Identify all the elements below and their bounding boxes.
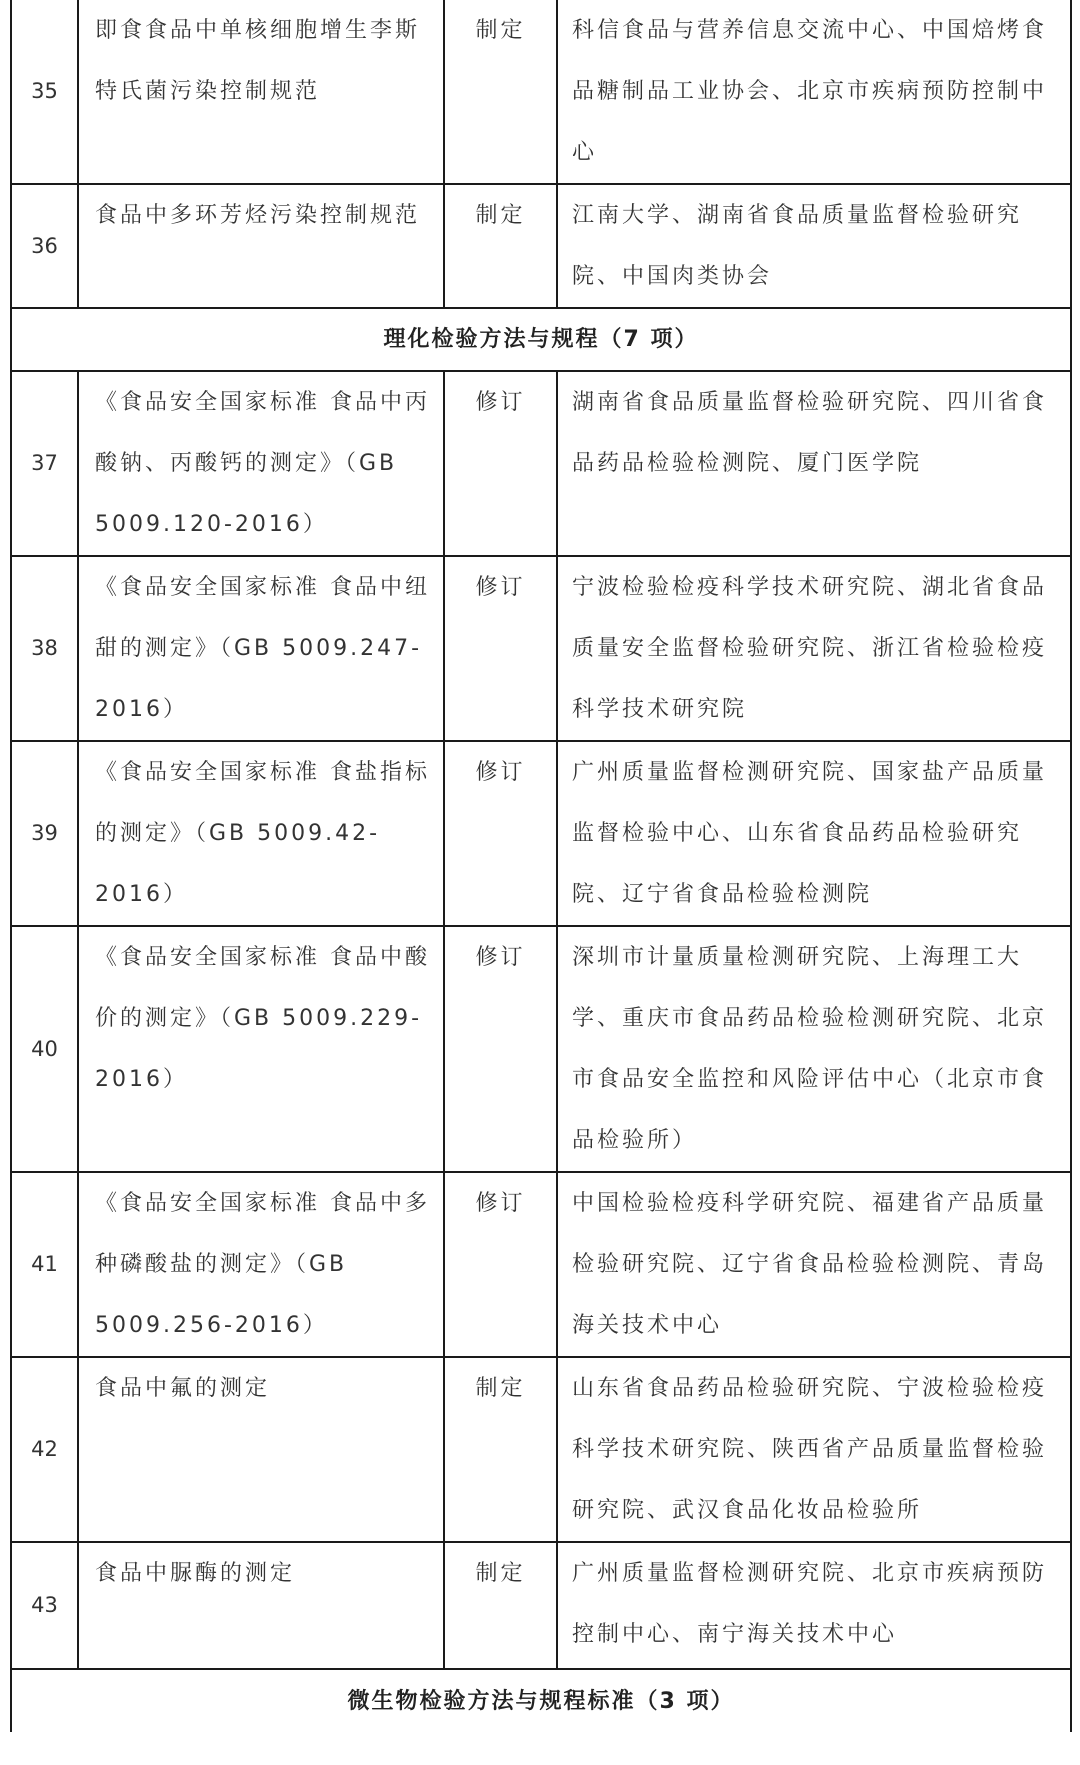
standards-table — [10, 0, 1072, 1732]
standard-name: 即食食品中单核细胞增生李斯特氏菌污染控制规范 — [78, 0, 444, 184]
standard-name: 《食品安全国家标准 食品中丙酸钠、丙酸钙的测定》（GB 5009.120-2016） — [78, 371, 444, 556]
section-header-row — [11, 308, 1071, 371]
table-row — [11, 1542, 1071, 1669]
table-row — [11, 926, 1071, 1172]
drafting-organizations: 科信食品与营养信息交流中心、中国焙烤食品糖制品工业协会、北京市疾病预防控制中心 — [557, 0, 1071, 184]
revision-type: 修订 — [444, 371, 557, 556]
row-number: 41 — [11, 1172, 78, 1357]
section-title-micro: 微生物检验方法与规程标准（3 项） — [11, 1669, 1071, 1732]
section-header-row — [11, 1669, 1071, 1732]
table-row — [11, 0, 1071, 184]
drafting-organizations: 广州质量监督检测研究院、国家盐产品质量监督检验中心、山东省食品药品检验研究院、辽宁省食品检验检测院 — [557, 741, 1071, 926]
row-number: 35 — [11, 0, 78, 184]
drafting-organizations: 江南大学、湖南省食品质量监督检验研究院、中国肉类协会 — [557, 184, 1071, 308]
drafting-organizations: 中国检验检疫科学研究院、福建省产品质量检验研究院、辽宁省食品检验检测院、青岛海关技术中心 — [557, 1172, 1071, 1357]
revision-type: 修订 — [444, 556, 557, 741]
table-row — [11, 184, 1071, 308]
table-row — [11, 371, 1071, 556]
standard-name: 《食品安全国家标准 食盐指标的测定》（GB 5009.42-2016） — [78, 741, 444, 926]
drafting-organizations: 深圳市计量质量检测研究院、上海理工大学、重庆市食品药品检验检测研究院、北京市食品安全监控和风险评估中心（北京市食品检验所） — [557, 926, 1071, 1172]
standard-name: 《食品安全国家标准 食品中多种磷酸盐的测定》（GB 5009.256-2016） — [78, 1172, 444, 1357]
revision-type: 修订 — [444, 926, 557, 1172]
table-row — [11, 1172, 1071, 1357]
row-number: 42 — [11, 1357, 78, 1542]
drafting-organizations: 山东省食品药品检验研究院、宁波检验检疫科学技术研究院、陕西省产品质量监督检验研究院、武汉食品化妆品检验所 — [557, 1357, 1071, 1542]
row-number: 43 — [11, 1542, 78, 1669]
section-title-physchem: 理化检验方法与规程（7 项） — [11, 308, 1071, 371]
standard-name: 食品中脲酶的测定 — [78, 1542, 444, 1669]
standard-name: 食品中多环芳烃污染控制规范 — [78, 184, 444, 308]
revision-type: 修订 — [444, 1172, 557, 1357]
table-row — [11, 1357, 1071, 1542]
row-number: 37 — [11, 371, 78, 556]
drafting-organizations: 广州质量监督检测研究院、北京市疾病预防控制中心、南宁海关技术中心 — [557, 1542, 1071, 1669]
standard-name: 《食品安全国家标准 食品中纽甜的测定》（GB 5009.247-2016） — [78, 556, 444, 741]
revision-type: 制定 — [444, 1357, 557, 1542]
revision-type: 制定 — [444, 1542, 557, 1669]
row-number: 39 — [11, 741, 78, 926]
drafting-organizations: 湖南省食品质量监督检验研究院、四川省食品药品检验检测院、厦门医学院 — [557, 371, 1071, 556]
row-number: 36 — [11, 184, 78, 308]
drafting-organizations: 宁波检验检疫科学技术研究院、湖北省食品质量安全监督检验研究院、浙江省检验检疫科学技术研究院 — [557, 556, 1071, 741]
revision-type: 制定 — [444, 184, 557, 308]
revision-type: 制定 — [444, 0, 557, 184]
revision-type: 修订 — [444, 741, 557, 926]
table-row — [11, 741, 1071, 926]
standard-name: 食品中氟的测定 — [78, 1357, 444, 1542]
row-number: 38 — [11, 556, 78, 741]
table-row — [11, 556, 1071, 741]
row-number: 40 — [11, 926, 78, 1172]
standard-name: 《食品安全国家标准 食品中酸价的测定》（GB 5009.229-2016） — [78, 926, 444, 1172]
